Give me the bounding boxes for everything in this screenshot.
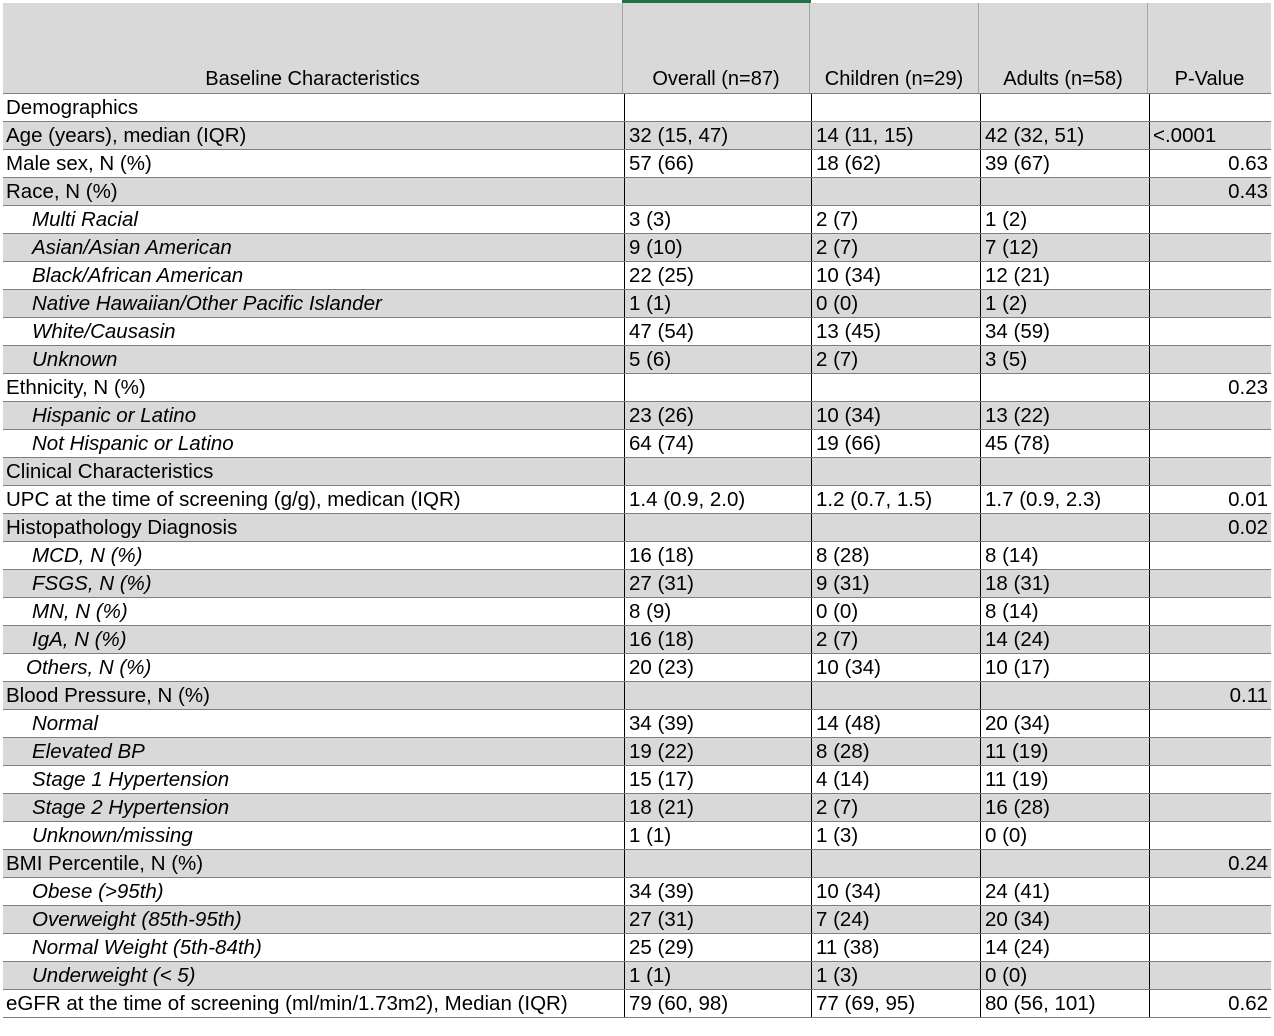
row-label-cell[interactable]: MCD, N (%) [32,544,143,567]
children-cell[interactable]: 10 (34) [811,402,979,429]
row-label-cell[interactable]: Stage 2 Hypertension [32,796,230,819]
overall-cell[interactable]: 1.4 (0.9, 2.0) [624,486,810,513]
overall-cell[interactable]: 47 (54) [624,318,810,345]
header-adults[interactable]: Adults (n=58) [979,3,1148,93]
p-value-cell[interactable] [1149,570,1271,597]
header-baseline-characteristics[interactable]: Baseline Characteristics [3,3,623,93]
adults-cell[interactable]: 16 (28) [980,794,1148,821]
header-children[interactable]: Children (n=29) [810,3,979,93]
table-row [3,458,1271,486]
table-row [3,542,1271,570]
row-label-cell[interactable]: Others, N (%) [26,656,152,679]
row-label-cell[interactable]: Overweight (85th-95th) [32,908,242,931]
p-value-cell[interactable]: 0.11 [1149,682,1271,709]
adults-cell[interactable]: 11 (19) [980,766,1148,793]
p-value-cell[interactable] [1149,962,1271,989]
overall-cell[interactable]: 27 (31) [624,570,810,597]
p-value-cell[interactable] [1149,458,1271,485]
adults-cell[interactable]: 45 (78) [980,430,1148,457]
children-cell[interactable]: 14 (11, 15) [811,122,979,149]
overall-cell[interactable]: 18 (21) [624,794,810,821]
overall-cell[interactable] [624,514,810,541]
p-value-cell[interactable] [1149,402,1271,429]
adults-cell[interactable]: 34 (59) [980,318,1148,345]
table-row [3,794,1271,822]
children-cell[interactable]: 8 (28) [811,738,979,765]
p-value-cell[interactable]: 0.43 [1149,178,1271,205]
children-cell[interactable] [811,458,979,485]
overall-cell[interactable]: 64 (74) [624,430,810,457]
table-row [3,962,1271,990]
adults-cell[interactable]: 13 (22) [980,402,1148,429]
row-label-cell[interactable]: Age (years), median (IQR) [6,124,247,147]
overall-cell[interactable]: 15 (17) [624,766,810,793]
overall-cell[interactable]: 22 (25) [624,262,810,289]
row-label-cell[interactable]: Elevated BP [32,740,145,763]
table-row [3,346,1271,374]
p-value-cell[interactable]: 0.23 [1149,374,1271,401]
table-row [3,906,1271,934]
adults-cell[interactable]: 0 (0) [980,822,1148,849]
overall-cell[interactable] [624,458,810,485]
row-label-cell[interactable]: MN, N (%) [32,600,128,623]
p-value-cell[interactable]: <.0001 [1149,122,1271,149]
overall-cell[interactable] [624,850,810,877]
children-cell[interactable]: 10 (34) [811,878,979,905]
overall-cell[interactable]: 79 (60, 98) [624,990,810,1017]
row-label-cell[interactable]: FSGS, N (%) [32,572,152,595]
adults-cell[interactable]: 1.7 (0.9, 2.3) [980,486,1148,513]
p-value-cell[interactable] [1149,430,1271,457]
children-cell[interactable] [811,514,979,541]
p-value-cell[interactable] [1149,318,1271,345]
table-row [3,514,1271,542]
p-value-cell[interactable] [1149,346,1271,373]
overall-cell[interactable]: 8 (9) [624,598,810,625]
children-cell[interactable]: 2 (7) [811,206,979,233]
row-label-cell[interactable]: Blood Pressure, N (%) [6,684,210,707]
table-row [3,570,1271,598]
table-row [3,290,1271,318]
adults-cell[interactable] [980,682,1148,709]
children-cell[interactable]: 4 (14) [811,766,979,793]
row-label-cell[interactable]: Not Hispanic or Latino [32,432,234,455]
children-cell[interactable] [811,682,979,709]
children-cell[interactable]: 2 (7) [811,794,979,821]
children-cell[interactable]: 1 (3) [811,822,979,849]
table-row [3,262,1271,290]
children-cell[interactable]: 0 (0) [811,290,979,317]
row-label-cell[interactable]: Ethnicity, N (%) [6,376,146,399]
row-label-cell[interactable]: Normal [32,712,99,735]
row-label-cell[interactable]: Multi Racial [32,208,138,231]
row-label-cell[interactable]: Demographics [6,96,139,119]
p-value-cell[interactable] [1149,906,1271,933]
header-overall[interactable]: Overall (n=87) [623,3,810,93]
table-row [3,850,1271,878]
p-value-cell[interactable]: 0.63 [1149,150,1271,177]
header-row [3,3,1271,94]
adults-cell[interactable]: 1 (2) [980,290,1148,317]
children-cell[interactable] [811,178,979,205]
overall-cell[interactable]: 34 (39) [624,878,810,905]
overall-cell[interactable]: 1 (1) [624,290,810,317]
p-value-cell[interactable] [1149,766,1271,793]
children-cell[interactable]: 1.2 (0.7, 1.5) [811,486,979,513]
table-row [3,738,1271,766]
overall-cell[interactable]: 19 (22) [624,738,810,765]
p-value-cell[interactable] [1149,262,1271,289]
table-row [3,934,1271,962]
children-cell[interactable] [811,94,979,121]
row-label-cell[interactable]: Race, N (%) [6,180,118,203]
p-value-cell[interactable] [1149,598,1271,625]
p-value-cell[interactable] [1149,794,1271,821]
overall-cell[interactable]: 5 (6) [624,346,810,373]
children-cell[interactable] [811,374,979,401]
adults-cell[interactable]: 8 (14) [980,598,1148,625]
adults-cell[interactable] [980,178,1148,205]
p-value-cell[interactable]: 0.02 [1149,514,1271,541]
adults-cell[interactable] [980,850,1148,877]
overall-cell[interactable]: 1 (1) [624,822,810,849]
row-label-cell[interactable]: Male sex, N (%) [6,152,152,175]
table-row [3,878,1271,906]
row-label-cell[interactable]: Obese (>95th) [32,880,164,903]
overall-cell[interactable]: 27 (31) [624,906,810,933]
table-row [3,598,1271,626]
overall-cell[interactable] [624,178,810,205]
adults-cell[interactable]: 20 (34) [980,906,1148,933]
p-value-cell[interactable]: 0.62 [1149,990,1271,1017]
table-row [3,990,1271,1018]
table-row [3,402,1271,430]
p-value-cell[interactable]: 0.01 [1149,486,1271,513]
row-label-cell[interactable]: Underweight (< 5) [32,964,196,987]
adults-cell[interactable]: 80 (56, 101) [980,990,1148,1017]
children-cell[interactable]: 2 (7) [811,626,979,653]
row-label-cell[interactable]: Black/African American [32,264,244,287]
row-label-cell[interactable]: Asian/Asian American [32,236,232,259]
table-row [3,178,1271,206]
adults-cell[interactable]: 14 (24) [980,626,1148,653]
table-row [3,654,1271,682]
children-cell[interactable]: 11 (38) [811,934,979,961]
p-value-cell[interactable]: 0.24 [1149,850,1271,877]
children-cell[interactable]: 8 (28) [811,542,979,569]
children-cell[interactable]: 77 (69, 95) [811,990,979,1017]
p-value-cell[interactable] [1149,654,1271,681]
table-row [3,150,1271,178]
adults-cell[interactable] [980,458,1148,485]
overall-cell[interactable]: 16 (18) [624,626,810,653]
overall-cell[interactable]: 20 (23) [624,654,810,681]
table-row [3,682,1271,710]
table-row [3,206,1271,234]
p-value-cell[interactable] [1149,542,1271,569]
adults-cell[interactable]: 3 (5) [980,346,1148,373]
adults-cell[interactable]: 18 (31) [980,570,1148,597]
children-cell[interactable]: 10 (34) [811,262,979,289]
children-cell[interactable]: 14 (48) [811,710,979,737]
row-label-cell[interactable]: Unknown/missing [32,824,193,847]
overall-cell[interactable] [624,374,810,401]
row-label-cell[interactable]: UPC at the time of screening (g/g), medican (IQR) [6,488,461,511]
row-label-cell[interactable]: White/Causasin [32,320,176,343]
children-cell[interactable]: 1 (3) [811,962,979,989]
p-value-cell[interactable] [1149,626,1271,653]
table-row [3,318,1271,346]
overall-cell[interactable]: 25 (29) [624,934,810,961]
overall-cell[interactable]: 1 (1) [624,962,810,989]
row-label-cell[interactable]: Stage 1 Hypertension [32,768,230,791]
overall-cell[interactable]: 34 (39) [624,710,810,737]
children-cell[interactable]: 0 (0) [811,598,979,625]
p-value-cell[interactable] [1149,738,1271,765]
p-value-cell[interactable] [1149,290,1271,317]
p-value-cell[interactable] [1149,234,1271,261]
children-cell[interactable]: 2 (7) [811,346,979,373]
adults-cell[interactable]: 14 (24) [980,934,1148,961]
overall-cell[interactable]: 23 (26) [624,402,810,429]
p-value-cell[interactable] [1149,206,1271,233]
adults-cell[interactable]: 12 (21) [980,262,1148,289]
adults-cell[interactable] [980,514,1148,541]
p-value-cell[interactable] [1149,934,1271,961]
adults-cell[interactable]: 7 (12) [980,234,1148,261]
children-cell[interactable]: 19 (66) [811,430,979,457]
p-value-cell[interactable] [1149,710,1271,737]
p-value-cell[interactable] [1149,822,1271,849]
adults-cell[interactable]: 39 (67) [980,150,1148,177]
overall-cell[interactable]: 3 (3) [624,206,810,233]
row-label-cell[interactable]: eGFR at the time of screening (ml/min/1.73m2), Median (IQR) [6,992,568,1015]
row-label-cell[interactable]: Unknown [32,348,118,371]
children-cell[interactable] [811,850,979,877]
table-row [3,822,1271,850]
adults-cell[interactable]: 20 (34) [980,710,1148,737]
children-cell[interactable]: 2 (7) [811,234,979,261]
p-value-cell[interactable] [1149,94,1271,121]
adults-cell[interactable]: 8 (14) [980,542,1148,569]
row-label-cell[interactable]: Hispanic or Latino [32,404,197,427]
row-label-cell[interactable]: BMI Percentile, N (%) [6,852,204,875]
children-cell[interactable]: 18 (62) [811,150,979,177]
overall-cell[interactable] [624,94,810,121]
children-cell[interactable]: 9 (31) [811,570,979,597]
table-row [3,122,1271,150]
row-label-cell[interactable]: Native Hawaiian/Other Pacific Islander [32,292,382,315]
overall-cell[interactable]: 32 (15, 47) [624,122,810,149]
adults-cell[interactable] [980,94,1148,121]
row-label-cell[interactable]: Clinical Characteristics [6,460,214,483]
adults-cell[interactable]: 42 (32, 51) [980,122,1148,149]
adults-cell[interactable]: 10 (17) [980,654,1148,681]
overall-cell[interactable]: 57 (66) [624,150,810,177]
row-label-cell[interactable]: Normal Weight (5th-84th) [32,936,262,959]
row-label-cell[interactable]: Histopathology Diagnosis [6,516,238,539]
adults-cell[interactable] [980,374,1148,401]
table-row [3,710,1271,738]
table-row [3,94,1271,122]
children-cell[interactable]: 13 (45) [811,318,979,345]
adults-cell[interactable]: 11 (19) [980,738,1148,765]
header-p-value[interactable]: P-Value [1174,68,1245,90]
children-cell[interactable]: 10 (34) [811,654,979,681]
adults-cell[interactable]: 24 (41) [980,878,1148,905]
adults-cell[interactable]: 0 (0) [980,962,1148,989]
table-row [3,486,1271,514]
row-label-cell[interactable]: IgA, N (%) [32,628,127,651]
table-row [3,234,1271,262]
table-row [3,430,1271,458]
overall-cell[interactable]: 16 (18) [624,542,810,569]
overall-cell[interactable] [624,682,810,709]
overall-cell[interactable]: 9 (10) [624,234,810,261]
adults-cell[interactable]: 1 (2) [980,206,1148,233]
table-row [3,766,1271,794]
p-value-cell[interactable] [1149,878,1271,905]
children-cell[interactable]: 7 (24) [811,906,979,933]
table-row [3,374,1271,402]
table-row [3,626,1271,654]
